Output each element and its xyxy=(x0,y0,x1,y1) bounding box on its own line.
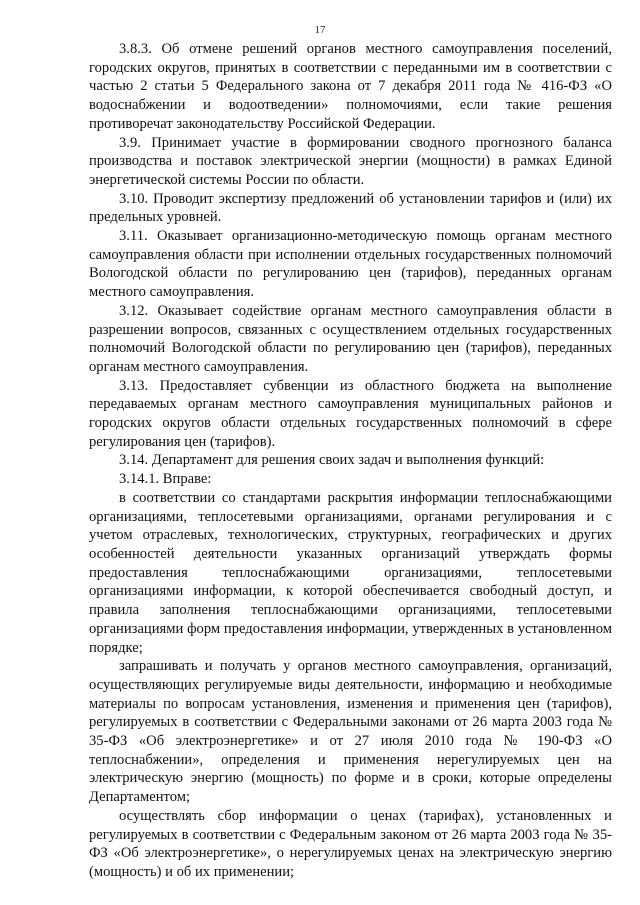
paragraph-3-14: 3.14. Департамент для решения своих задач и выполнения функций: xyxy=(119,452,545,469)
list-item-request-information: запрашивать и получать у органов местного самоуправления, организаций, осуществляющих регулируемые виды деятельности, информацию и необходимые материалы по вопросам установления, изменения и применения цен (тарифов), регулируемых в соответствии с Федеральными законами от 26 марта 2003 года № 35-ФЗ «Об электроэнергетике» и от 27 июля 2010 года № 190-ФЗ «О теплоснабжении», определения и применения нерегулируемых цен на электрическую энергию (мощность) по форме и в сроки, которые определены Департаментом; xyxy=(89,658,612,806)
document-body xyxy=(89,40,612,882)
paragraph-3-13: 3.13. Предоставляет субвенции из областного бюджета на выполнение передаваемых органам местного самоуправления муниципальных районов и городских округов области отдельных государственных полномочий в сфере регулирования цен (тарифов). xyxy=(89,377,612,450)
paragraph-3-12: 3.12. Оказывает содействие органам местного самоуправления области в разрешении вопросов, связанных с осуществлением отдельных государственных полномочий Вологодской области по регулированию цен (тарифов), переданных органам местного самоуправления. xyxy=(89,302,612,375)
paragraph-3-8-3: 3.8.3. Об отмене решений органов местного самоуправления поселений, городских округов, принятых в соответствии с переданными им в соответствии с частью 2 статьи 5 Федерального закона от 7 декабря 2011 года № 416-ФЗ «О водоснабжении и водоотведении» полномочиями, если такие решения противоречат законодательству Российской Федерации. xyxy=(89,41,612,132)
paragraph-3-11: 3.11. Оказывает организационно-методическую помощь органам местного самоуправления области при исполнении отдельных государственных полномочий Вологодской области по регулированию цен (тарифов), переданных органам местного самоуправления. xyxy=(89,228,612,301)
paragraph-3-14-1: 3.14.1. Вправе: xyxy=(119,471,212,488)
list-item-collect-price-information: осуществлять сбор информации о ценах (тарифах), установленных и регулируемых в соответствии с Федеральным законом от 26 марта 2003 года № 35-ФЗ «Об электроэнергетике», о нерегулируемых ценах на электрическую энергию (мощность) и об их применении; xyxy=(89,807,612,880)
paragraph-3-10: 3.10. Проводит экспертизу предложений об установлении тарифов и (или) их предельных уровней. xyxy=(89,190,612,226)
page-number: 17 xyxy=(314,24,326,36)
list-item-approve-forms: в соответствии со стандартами раскрытия информации теплоснабжающими организациями, теплосетевыми организациями, органами регулирования и с учетом отраслевых, технологических, структурных, географических и других особенностей деятельности указанных организаций утверждать формы предоставления теплоснабжающими организациями, теплосетевыми организациями информации, к которой обеспечивается свободный доступ, и правила заполнения теплоснабжающими организациями, теплосетевыми организациями форм предоставления информации, утвержденных в установленном порядке; xyxy=(89,489,612,656)
paragraph-3-9: 3.9. Принимает участие в формировании сводного прогнозного баланса производства и поставок электрической энергии (мощности) в рамках Единой энергетической системы России по области. xyxy=(89,134,612,188)
